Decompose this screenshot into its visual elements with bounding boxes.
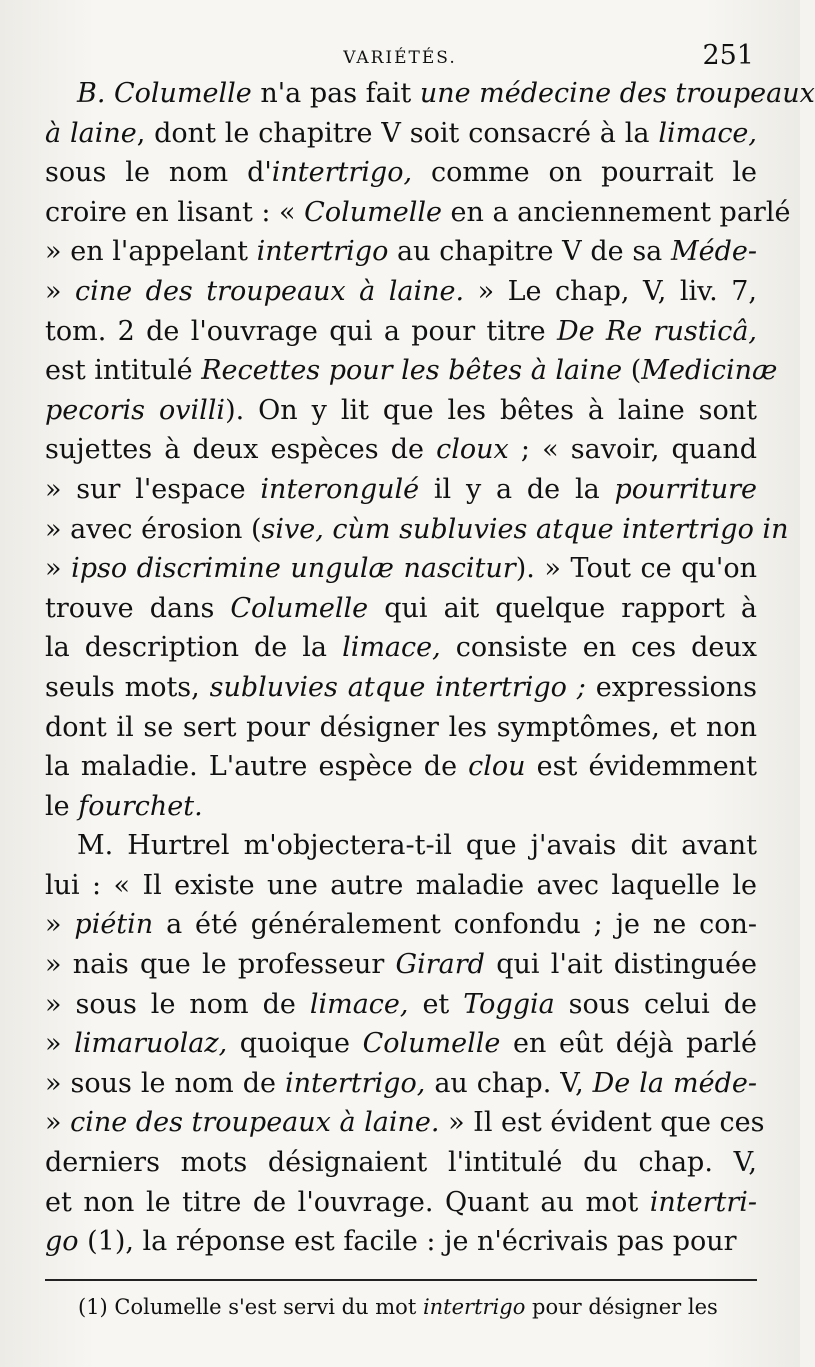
italic-text: limace, <box>658 117 757 149</box>
italic-text: interongulé <box>260 473 420 505</box>
text-run: (1) Columelle s'est servi du mot <box>78 1295 423 1319</box>
page-number: 251 <box>702 40 754 71</box>
text-line <box>45 905 757 945</box>
italic-text: limace, <box>309 988 409 1020</box>
text-line <box>45 232 757 272</box>
text-run: » nais que le professeur <box>45 949 396 981</box>
text-run: » avec érosion ( <box>45 513 262 545</box>
text-run: la description de la <box>45 632 343 664</box>
body-text <box>45 74 815 1262</box>
text-run: au chap. V, <box>425 1067 593 1099</box>
italic-text: De Re rusticâ, <box>556 315 757 347</box>
text-run: trouve dans <box>45 592 231 624</box>
text-line <box>45 1143 757 1183</box>
text-line <box>45 430 757 470</box>
text-line <box>45 510 789 550</box>
italic-text: intertrigo <box>256 236 389 268</box>
text-line <box>45 549 757 589</box>
text-run: n'a pas fait <box>251 78 420 109</box>
text-run: expressions <box>585 671 757 703</box>
text-run: qui ait quelque rapport à <box>368 592 757 624</box>
italic-text: cine des troupeaux à laine. <box>70 1107 440 1139</box>
italic-text: Columelle <box>230 592 369 624</box>
text-line <box>45 391 757 431</box>
italic-text: intertri- <box>649 1186 757 1218</box>
italic-text: pourriture <box>614 473 757 505</box>
text-run: tom. 2 de l'ouvrage qui a pour titre <box>45 315 557 347</box>
text-line <box>45 589 757 629</box>
text-run: » <box>45 1107 71 1139</box>
text-run: » Il est évident que ces <box>439 1107 765 1139</box>
text-run: sous celui de <box>554 988 757 1020</box>
text-run: » sur l'espace <box>45 473 261 505</box>
text-run: » sous le nom de <box>45 1067 286 1099</box>
text-run: M. Hurtrel m'objectera-t-il que j'avais dit avant <box>77 830 757 862</box>
text-run: a été généralement confondu ; je ne con- <box>153 909 757 941</box>
italic-text: Toggia <box>463 988 555 1020</box>
text-run: » en l'appelant <box>45 236 257 268</box>
text-line <box>45 153 757 193</box>
text-run: » <box>45 1028 75 1060</box>
italic-text: cloux <box>436 434 509 466</box>
text-run: sous le nom d' <box>45 157 272 189</box>
text-line <box>45 272 757 312</box>
text-run: derniers mots désignaient l'intitulé du chap. V, <box>45 1147 757 1179</box>
text-run: et non le titre de l'ouvrage. Quant au mot <box>45 1186 650 1218</box>
running-head: VARIÉTÉS. <box>343 48 457 68</box>
italic-text: pecoris ovilli <box>45 394 226 426</box>
text-run: » <box>45 275 76 307</box>
text-run: ( <box>622 355 642 387</box>
text-line <box>45 985 757 1025</box>
text-run: en eût déjà parlé <box>500 1028 757 1060</box>
text-line <box>45 351 778 391</box>
text-line <box>45 945 757 985</box>
italic-text: go <box>45 1226 79 1258</box>
text-run: comme on pourrait le <box>412 157 757 189</box>
italic-text: Girard <box>395 949 485 981</box>
italic-text: à laine <box>45 117 137 149</box>
italic-text: sive, cùm subluvies atque intertrigo in <box>261 513 789 545</box>
italic-text: Medicinæ <box>641 355 778 387</box>
italic-text: Columelle <box>362 1028 501 1060</box>
text-run: (1), la réponse est facile : je n'écrivais pas pour <box>78 1226 737 1258</box>
text-run: est évidemment <box>525 751 758 783</box>
italic-text: fourchet. <box>78 790 203 822</box>
text-line <box>45 668 757 708</box>
italic-text: intertrigo, <box>285 1067 426 1099</box>
text-run: dont il se sert pour désigner les symptômes, et non <box>45 711 757 743</box>
text-line <box>45 787 757 827</box>
text-line <box>45 193 791 233</box>
text-run: sujettes à deux espèces de <box>45 434 437 466</box>
text-line <box>45 74 815 114</box>
text-line <box>45 1222 757 1262</box>
text-run: le <box>45 790 79 822</box>
italic-text: De la méde- <box>592 1067 757 1099</box>
text-run: il y a de la <box>419 473 615 505</box>
italic-text: ipso discrimine ungulæ nascitur <box>71 553 516 585</box>
italic-text: limace, <box>342 632 441 664</box>
text-run: consiste en ces deux <box>440 632 757 664</box>
footnote <box>78 1292 758 1322</box>
text-run: pour désigner les <box>525 1295 718 1319</box>
italic-text: B. Columelle <box>77 78 252 109</box>
text-line <box>45 708 757 748</box>
italic-text: intertrigo <box>422 1295 526 1319</box>
italic-text: limaruolaz, <box>74 1028 228 1060</box>
italic-text: Recettes pour les bêtes à laine <box>201 355 623 387</box>
text-line <box>45 312 757 352</box>
text-line <box>45 826 757 866</box>
italic-text: clou <box>468 751 526 783</box>
italic-text: Columelle <box>304 196 442 228</box>
footnote-rule <box>45 1279 757 1281</box>
text-run: en a anciennement parlé <box>441 196 791 228</box>
text-run: , dont le chapitre V soit consacré à la <box>136 117 659 149</box>
text-line <box>45 1183 757 1223</box>
italic-text: Méde- <box>670 236 757 268</box>
text-run: quoique <box>227 1028 363 1060</box>
italic-text: intertrigo, <box>271 157 413 189</box>
text-run: qui l'ait distinguée <box>484 949 758 981</box>
text-line <box>45 628 757 668</box>
italic-text: une médecine des troupeaux <box>419 78 815 109</box>
text-run: lui : « Il existe une autre maladie avec laquelle le <box>45 869 757 901</box>
text-line <box>45 747 757 787</box>
text-run: est intitulé <box>45 355 202 387</box>
text-line <box>45 1103 765 1143</box>
italic-text: cine des troupeaux à laine. <box>75 275 465 307</box>
text-run: » <box>45 909 75 941</box>
text-line <box>45 470 757 510</box>
italic-text: subluvies atque intertrigo ; <box>209 671 586 703</box>
text-run: et <box>408 988 464 1020</box>
text-line <box>45 114 757 154</box>
text-line <box>45 1024 757 1064</box>
text-run: ; « savoir, quand <box>508 434 757 466</box>
text-run: seuls mots, <box>45 671 210 703</box>
text-run: ). On y lit que les bêtes à laine sont <box>225 394 758 426</box>
text-run: » Le chap, V, liv. 7, <box>464 275 758 307</box>
text-run: croire en lisant : « <box>45 196 305 228</box>
text-run: ). » Tout ce qu'on <box>515 553 757 585</box>
text-line <box>45 866 757 906</box>
italic-text: piétin <box>74 909 154 941</box>
text-run: » <box>45 553 72 585</box>
text-run: » sous le nom de <box>45 988 310 1020</box>
text-run: la maladie. L'autre espèce de <box>45 751 469 783</box>
text-run: au chapitre V de sa <box>388 236 671 268</box>
text-line <box>45 1064 757 1104</box>
